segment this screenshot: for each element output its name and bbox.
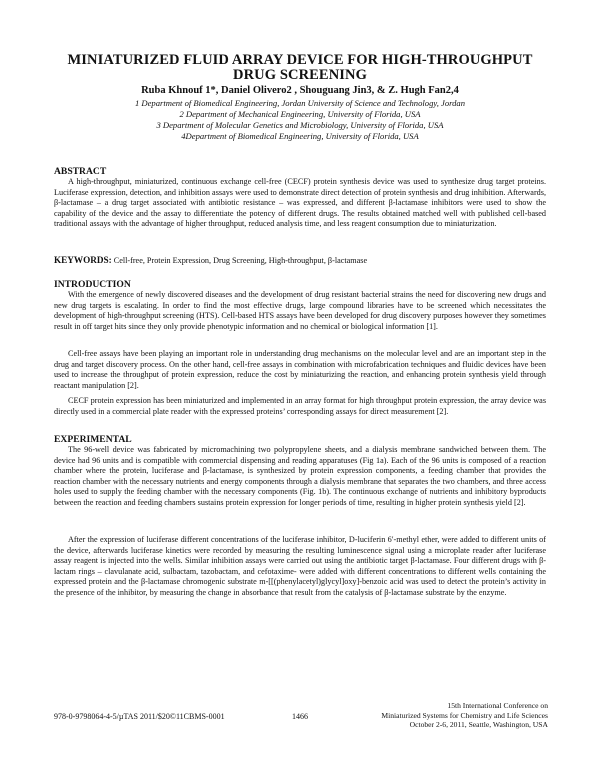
experimental-paragraph-2: After the expression of luciferase different concentrations of the luciferase inhibitor, D-luciferin 6′-methyl ether, were added to different units of the device, afterwards luciferase kinetics were recorded by measuring the resulting luminescence signal using a microplate reader after luciferase assay reagent is injected into the wells. Similar inhibition assays were carried out using the antibiotic target β-lactamase. Four different drugs with β-lactam rings – clavulanate acid, sulbactam, tazobactam, and cefotaxime- were added with different concentrations to different wells containing the expressed protein and the β-lactamase chromogenic substrate m-[[(phenylacetyl)glycyl]oxy]-benzoic acid was used to detect the protein’s activity in the presence of the inhibitor, by measuring the change in absorbance that result from the catalysis of β-lactamase substrate by the enzyme. bbox=[54, 535, 546, 597]
abstract-paragraph: A high-throughput, miniaturized, continuous exchange cell-free (CECF) protein synthesis device was used to synthesize drug target proteins. Luciferase expression, detection, and inhibition assays were used to demonstrate direct detection of protein synthesis and drug inhibition. Afterwards, β-lactamase – a drug target associated with antibiotic resistance – was expressed, and different β-lactamase inhibitors were used to show the capability of the device and the assay to differentiate the potency of different drugs. The results obtained matched well with published cell-based traditional assays with the advantage of higher throughput, reduced analysis time, and less reagent consumption due to miniaturization. bbox=[54, 177, 546, 229]
authors-line: Ruba Khnouf 1*, Daniel Olivero2 , Shouguang Jin3, & Z. Hugh Fan2,4 bbox=[141, 85, 459, 96]
keywords-line bbox=[54, 255, 546, 266]
paper-title bbox=[40, 53, 560, 83]
introduction-paragraph-2: Cell-free assays have been playing an important role in understanding drug mechanisms on the molecular level and are an important step in the drug and target discovery process. On the other hand, cell-free assays in combination with microfabrication techniques and fluidic devices have been used to increase the throughput of protein expression, reduce the cost by miniaturizing the reaction, and enhancing protein synthesis yield through reactant manipulation [2]. bbox=[54, 349, 546, 390]
conference-line-2: Miniaturized Systems for Chemistry and Life Sciences bbox=[381, 710, 548, 720]
experimental-paragraph-1: The 96-well device was fabricated by micromachining two polypropylene sheets, and a dialysis membrane sandwiched between them. The device had 96 units and is compatible with commercial dispensing and reading apparatuses (Fig 1a). Each of the 96 units is composed of a reaction chamber where the protein, luciferase and β-lactamase, is synthesized by protein expression components, a feeding chamber that provides the reaction chamber with the necessary nutrients and energy components through a dialysis membrane that separates the two chambers, and three access holes used to supply the feeding chamber with the necessary components (Fig. 1b). The continuous exchange of nutrients and inhibitory byproducts between the reaction and feeding chambers sustains protein expression for longer periods of time, resulting in higher protein synthesis yield [2]. bbox=[54, 445, 546, 507]
introduction-paragraph-1: With the emergence of newly discovered diseases and the development of drug resistant bacterial strains the need for discovering new drugs and new drug targets is escalating. In order to find the most effective drugs, large compound libraries have to be screened which necessitates the development of high-throughput screening (HTS). Cell-based HTS assays have been developed for drug discovery purposes however they sometimes result in off target hits since they only provide phenotypic information and no chemical or biological information [1]. bbox=[54, 290, 546, 331]
experimental-heading: EXPERIMENTAL bbox=[54, 434, 132, 445]
conference-line-1: 15th International Conference on bbox=[447, 701, 548, 710]
affiliation-1: 1 Department of Biomedical Engineering, Jordan University of Science and Technology, Jordan bbox=[134, 98, 466, 108]
keywords-text: Cell-free, Protein Expression, Drug Screening, High-throughput, β-lactamase bbox=[113, 256, 368, 265]
introduction-heading: INTRODUCTION bbox=[54, 279, 131, 290]
title-line-1: MINIATURIZED FLUID ARRAY DEVICE FOR HIGH-THROUGHPUT bbox=[67, 52, 533, 68]
affiliation-3: 3 Department of Molecular Genetics and Microbiology, University of Florida, USA bbox=[156, 120, 444, 130]
conference-line-3: October 2-6, 2011, Seattle, Washington, USA bbox=[409, 720, 548, 729]
abstract-heading: ABSTRACT bbox=[54, 166, 107, 177]
footer-isbn: 978-0-9798064-4-5/µTAS 2011/$20©11CBMS-0001 bbox=[54, 712, 225, 721]
affiliation-2: 2 Department of Mechanical Engineering, University of Florida, USA bbox=[179, 109, 421, 119]
introduction-paragraph-3: CECF protein expression has been miniaturized and implemented in an array format for high throughput protein expression, the array device was directly used in a commercial plate reader with the expressed proteins’ corresponding assays for direct measurement [2]. bbox=[54, 396, 546, 416]
title-line-2: DRUG SCREENING bbox=[233, 67, 367, 83]
keywords-label: KEYWORDS: bbox=[54, 255, 112, 265]
affiliation-4: 4Department of Biomedical Engineering, University of Florida, USA bbox=[181, 131, 419, 141]
conference-info bbox=[340, 701, 548, 730]
page-number: 1466 bbox=[292, 712, 308, 721]
